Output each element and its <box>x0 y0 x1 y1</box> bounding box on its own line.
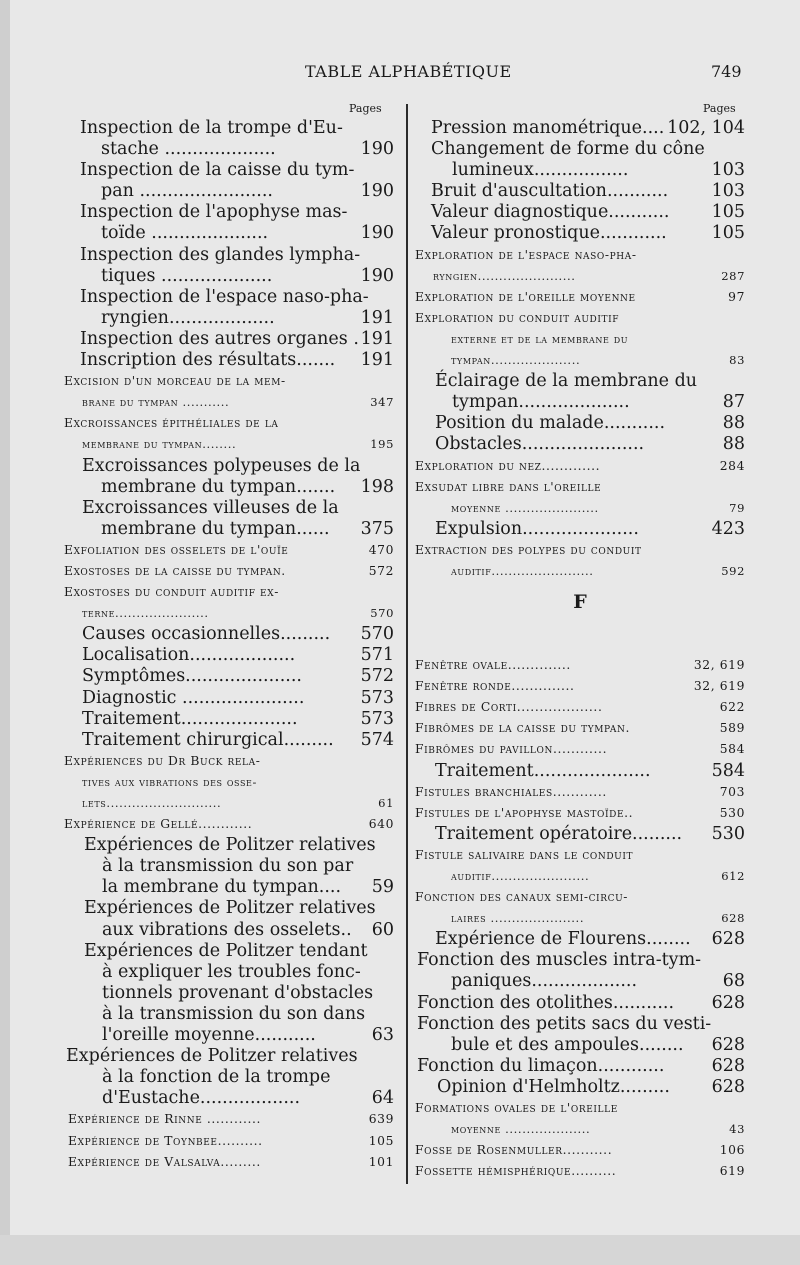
index-entry: tiques .................... 190 <box>101 265 394 286</box>
index-heading: Fosse de Rosenmuller........... 106 <box>415 1143 745 1158</box>
index-heading: Expérience de Valsalva......... 101 <box>68 1154 394 1169</box>
index-entry: Traitement chirurgical......... 574 <box>82 729 394 750</box>
index-entry: Obstacles...................... 88 <box>435 434 745 455</box>
index-heading: Expérience de Gellé............ 640 <box>64 817 394 832</box>
index-entry: Inspection de la trompe d'Eu- <box>80 118 343 138</box>
index-heading: Expérience de Rinne ............ 639 <box>68 1112 394 1127</box>
index-entry: Expériences de Politzer relatives <box>66 1046 358 1067</box>
right-column <box>415 118 745 1182</box>
index-entry: Bruit d'auscultation........... 103 <box>431 181 745 202</box>
index-heading: Fonction des canaux semi-circu- <box>415 890 629 905</box>
index-heading: Exploration de l'oreille moyenne 97 <box>415 289 745 304</box>
index-heading: moyenne ...................... 79 <box>451 500 745 515</box>
index-heading: Exploration du conduit auditif <box>415 310 620 325</box>
section-gap <box>415 624 745 655</box>
index-entry: Traitement..................... 584 <box>435 760 745 781</box>
index-heading: Fenêtre ovale.............. 32, 619 <box>415 658 745 673</box>
index-heading: Fistule salivaire dans le conduit <box>415 847 634 862</box>
index-heading: Exploration du nez............. 284 <box>415 458 745 473</box>
index-entry: Inscription des résultats....... 191 <box>80 350 394 371</box>
index-heading: membrane du tympan........ 195 <box>82 437 394 452</box>
index-entry: stache .................... 190 <box>101 139 394 160</box>
index-heading: moyenne .................... 43 <box>451 1122 745 1137</box>
index-entry: paniques................... 68 <box>451 971 745 992</box>
index-heading: brane du tympan ........... 347 <box>82 395 394 410</box>
index-heading: Exfoliation des osselets de l'ouïe 470 <box>64 542 394 557</box>
page-number: 749 <box>711 62 742 81</box>
index-entry: Fonction des otolithes........... 628 <box>417 992 745 1013</box>
index-entry: Valeur diagnostique........... 105 <box>431 202 745 223</box>
index-entry: Traitement..................... 573 <box>82 708 394 729</box>
index-entry: Expériences de Politzer relatives <box>84 835 376 856</box>
index-entry: Opinion d'Helmholtz......... 628 <box>437 1076 745 1097</box>
index-heading: lets........................... 61 <box>82 796 394 810</box>
index-entry: membrane du tympan...... 375 <box>101 518 394 539</box>
index-entry: Diagnostic ...................... 573 <box>82 687 394 708</box>
index-entry: Symptômes..................... 572 <box>82 666 394 687</box>
index-heading: Exploration de l'espace naso-pha- <box>415 247 637 262</box>
index-entry: Fonction du limaçon............ 628 <box>417 1055 745 1076</box>
index-entry: Éclairage de la membrane du <box>435 371 698 392</box>
index-heading: Formations ovales de l'oreille <box>415 1101 618 1116</box>
index-entry: Expulsion..................... 423 <box>435 518 745 539</box>
index-entry: à la fonction de la trompe <box>102 1067 331 1088</box>
pages-label-left: Pages <box>349 102 382 115</box>
index-heading: Exostoses de la caisse du tympan. 572 <box>64 563 394 578</box>
index-entry: pan ........................ 190 <box>101 181 394 202</box>
index-entry: tionnels provenant d'obstacles <box>102 982 374 1003</box>
index-heading: ryngien....................... 287 <box>433 268 745 283</box>
index-entry: Changement de forme du cône <box>431 139 705 160</box>
index-entry: Expérience de Flourens........ 628 <box>435 929 745 950</box>
index-entry: à la transmission du son dans <box>102 1003 366 1024</box>
index-heading: Fibrômes de la caisse du tympan. 589 <box>415 721 745 736</box>
index-entry: Excroissances villeuses de la <box>82 497 339 518</box>
index-entry: Localisation................... 571 <box>82 645 394 666</box>
index-heading: Expérience de Toynbee.......... 105 <box>68 1133 394 1148</box>
index-heading: Exostoses du conduit auditif ex- <box>64 585 279 600</box>
page-edge-shadow <box>0 0 10 1265</box>
index-entry: Causes occasionnelles......... 570 <box>82 624 394 645</box>
index-entry: Inspection de l'espace naso-pha- <box>80 286 369 307</box>
index-heading: Exsudat libre dans l'oreille <box>415 479 602 494</box>
index-entry: à expliquer les troubles fonc- <box>102 961 361 982</box>
index-heading: Fossette hémisphérique.......... 619 <box>415 1164 745 1179</box>
index-entry: Position du malade........... 88 <box>435 413 745 434</box>
index-entry: Inspection de la caisse du tym- <box>80 160 355 181</box>
index-heading: Excroissances épithéliales de la <box>64 416 279 431</box>
index-heading: terne...................... 570 <box>82 606 394 621</box>
index-entry: toïde ..................... 190 <box>101 223 394 244</box>
index-entry: aux vibrations des osselets.. 60 <box>102 919 394 940</box>
index-heading: Expériences du Dr Buck rela- <box>64 753 261 768</box>
index-entry: d'Eustache.................. 64 <box>102 1088 394 1109</box>
index-heading: Fibrômes du pavillon............ 584 <box>415 742 745 757</box>
index-entry: Inspection de l'apophyse mas- <box>80 202 348 223</box>
index-entry: à la transmission du son par <box>102 856 354 877</box>
index-heading: tympan..................... 83 <box>451 353 745 368</box>
index-entry: Expériences de Politzer relatives <box>84 898 376 919</box>
left-column <box>64 118 394 1173</box>
index-entry: la membrane du tympan.... 59 <box>102 877 394 898</box>
index-entry: Fonction des muscles intra-tym- <box>417 950 702 971</box>
index-entry: Inspection des glandes lympha- <box>80 244 361 265</box>
index-heading: auditif....................... 612 <box>451 869 745 883</box>
index-entry: Valeur pronostique............ 105 <box>431 223 745 244</box>
section-letter-f: F <box>573 591 587 614</box>
index-heading: Fistules branchiales............ 703 <box>415 784 745 799</box>
index-entry: Excroissances polypeuses de la <box>82 455 361 476</box>
index-entry: Traitement opératoire......... 530 <box>435 823 745 844</box>
index-entry: Fonction des petits sacs du vesti- <box>417 1013 712 1034</box>
index-entry: ryngien................... 191 <box>101 307 394 328</box>
index-heading: externe et de la membrane du <box>451 331 629 346</box>
index-heading: auditif........................ 592 <box>451 563 745 578</box>
index-entry: Inspection des autres organes . 191 <box>80 328 394 349</box>
index-entry: Expériences de Politzer tendant <box>84 940 368 961</box>
index-entry: lumineux................. 103 <box>452 160 745 181</box>
index-heading: Fibres de Corti................... 622 <box>415 700 745 715</box>
index-entry: membrane du tympan....... 198 <box>101 476 394 497</box>
index-entry: tympan.................... 87 <box>452 392 745 413</box>
index-heading: tives aux vibrations des osse- <box>82 774 257 789</box>
running-head: TABLE ALPHABÉTIQUE <box>305 62 512 81</box>
index-heading: Extraction des polypes du conduit <box>415 542 642 557</box>
index-entry: Pression manométrique.... 102, 104 <box>431 118 745 138</box>
index-entry: l'oreille moyenne........... 63 <box>102 1025 394 1046</box>
index-heading: Fenêtre ronde.............. 32, 619 <box>415 679 745 694</box>
page-bottom-margin <box>0 1235 800 1265</box>
index-heading: Excision d'un morceau de la mem- <box>64 374 286 389</box>
pages-label-right: Pages <box>703 102 736 115</box>
index-heading: laires ...................... 628 <box>451 911 745 926</box>
index-entry: bule et des ampoules........ 628 <box>451 1034 745 1055</box>
column-divider <box>406 104 408 1184</box>
index-heading: Fistules de l'apophyse mastoïde.. 530 <box>415 805 745 820</box>
